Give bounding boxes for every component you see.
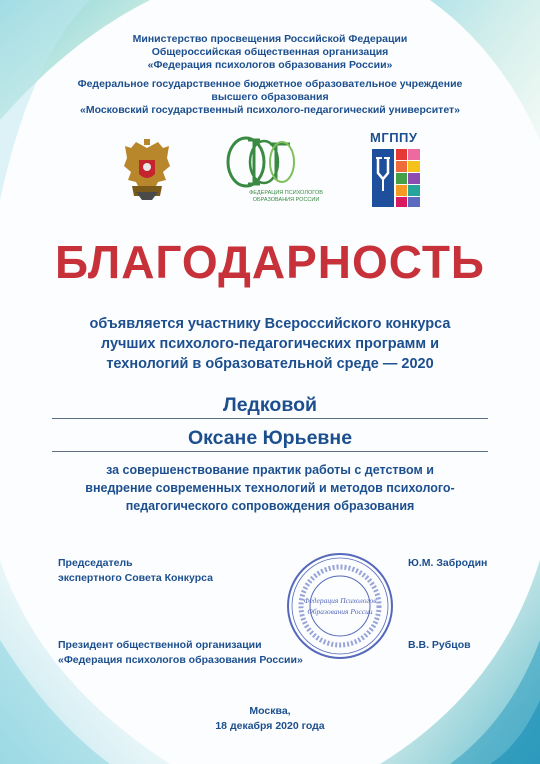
president-name: В.В. Рубцов [408,639,471,651]
chair-role-line-1: Председатель [58,557,133,569]
reason-line-2: внедрение современных технологий и методов психолого- [85,481,455,495]
recipient-given-names: Оксане Юрьевне [187,427,353,449]
recipient-surname: Ледковой [223,394,317,416]
surname-underline [52,418,488,419]
stamp-center-line-2: Образования России [307,607,373,616]
federation-logo-caption-1: ФЕДЕРАЦИЯ ПСИХОЛОГОВ [249,190,323,196]
footer-city: Москва, [249,705,291,717]
subtitle-line-1: объявляется участнику Всероссийского конкурса [89,316,451,332]
president-role-line-2: «Федерация психологов образования России» [58,654,303,666]
reason-line-3: педагогического сопровождения образования [125,499,415,513]
federation-logo-caption-2: ОБРАЗОВАНИЯ РОССИИ [252,197,320,203]
header-university-type: Федеральное государственное бюджетное образовательное учреждение [77,78,463,90]
header-university-name: «Московский государственный психолого-педагогический университет» [79,104,461,116]
footer-date: 18 декабря 2020 года [215,720,325,732]
subtitle-line-3: технологий в образовательной среде — 2020 [106,356,434,372]
university-abbreviation: МГППУ [370,130,418,145]
chair-name: Ю.М. Забродин [408,557,488,569]
stamp-center-line-1: Федерация Психологов [303,596,377,605]
header-federation: «Федерация психологов образования России» [147,59,393,71]
reason-line-1: за совершенствование практик работы с детством и [106,463,434,477]
subtitle-line-2: лучших психолого-педагогических программ и [100,336,440,352]
document-title: БЛАГОДАРНОСТЬ [55,236,485,288]
official-stamp-icon [284,548,396,664]
federation-logo-icon [224,134,302,190]
chair-role-line-2: экспертного Совета Конкурса [58,572,213,584]
header-org-type: Общероссийская общественная организация [151,46,389,58]
coat-of-arms-icon [122,138,172,202]
given-names-underline [52,451,488,452]
header-education-level: высшего образования [211,91,329,103]
president-role-line-1: Президент общественной организации [58,639,262,651]
header-ministry: Министерство просвещения Российской Федерации [132,33,408,45]
university-logo-icon [372,149,420,207]
